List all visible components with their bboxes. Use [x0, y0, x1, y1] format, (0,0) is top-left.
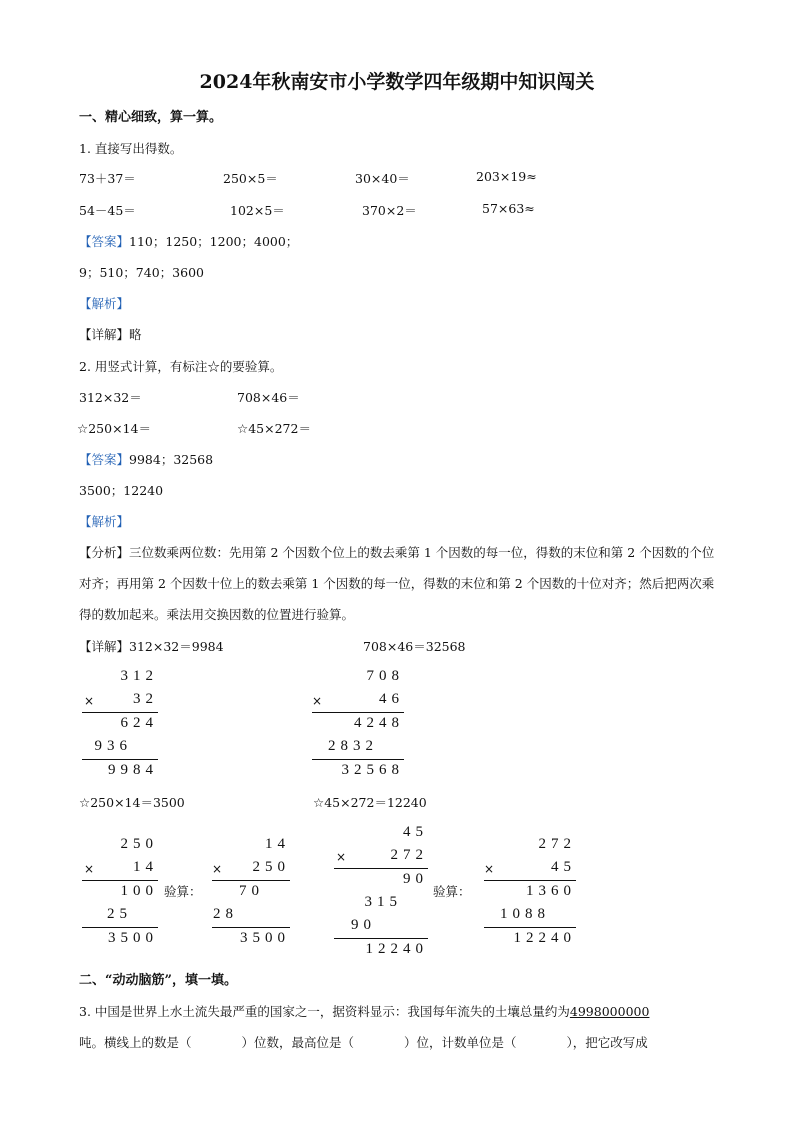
calc-result: 9984: [108, 762, 158, 778]
calc-multiplier: 250: [252, 859, 290, 875]
q1-answer-line2: 9；510；740；3600: [79, 265, 204, 280]
calc-partial: 90: [403, 871, 428, 887]
q1-expr: 250×5＝: [223, 171, 278, 186]
calc-rule: [484, 927, 576, 928]
answer-label: 【答案】: [79, 452, 130, 467]
calc-partial: 315: [364, 894, 402, 910]
vertical-calc-250x14: [80, 836, 158, 952]
calc-multiplier: 46: [379, 691, 404, 707]
calc-rule: [484, 880, 576, 881]
calc-partial: 90: [351, 917, 376, 933]
answer-label: 【答案】: [79, 234, 130, 249]
calc-multiplier: 14: [133, 859, 158, 875]
q2-detail-2: 708×46＝32568: [363, 639, 466, 654]
calc-partial: 4248: [354, 715, 404, 731]
calc-result: 12240: [513, 930, 576, 946]
q3-line1: [79, 1002, 649, 1020]
times-sign: ×: [336, 850, 347, 864]
q1-expr: 73＋37＝: [79, 171, 136, 186]
calc-partial: 100: [120, 883, 158, 899]
calc-partial: 70: [239, 883, 264, 899]
calc-multiplicand: 312: [120, 668, 158, 684]
times-sign: ×: [312, 694, 323, 708]
calc-partial: 936: [94, 738, 132, 754]
q2-analysis-label: 【解析】: [79, 514, 130, 529]
q1-expr: 370×2＝: [362, 203, 417, 218]
calc-multiplier: 272: [390, 847, 428, 863]
calc-multiplier: 32: [133, 691, 158, 707]
detail-text: 312×32＝9984: [129, 639, 224, 654]
calc-partial: 2832: [328, 738, 378, 754]
calc-result: 12240: [365, 941, 428, 957]
q3-number: 4998000000: [569, 1004, 650, 1019]
calc-rule: [212, 880, 290, 881]
calc-result: 32568: [341, 762, 404, 778]
calc-partial: 28: [213, 906, 238, 922]
check-label: 验算：: [433, 884, 471, 899]
calc-rule: [334, 868, 428, 869]
vertical-calc-14x250: [208, 836, 290, 952]
calc-rule: [212, 927, 290, 928]
times-sign: ×: [84, 862, 95, 876]
detail-text: 略: [129, 327, 142, 342]
q2-detail-1: [79, 637, 224, 655]
q2-explanation: 【分析】三位数乘两位数：先用第 2 个因数个位上的数去乘第 1 个因数的每一位，得数的末位和第 2 个因数的个位对齐；再用第 2 个因数十位上的数去乘第 1 个因数的每一位，得数的末位和第 2 个因数的十位对齐；然后把两次乘得的数加起来。乘法用交换因数的位置进行验算。: [79, 545, 715, 622]
q2-answer-line2: 3500；12240: [79, 483, 164, 498]
q1-prompt: 1. 直接写出得数。: [79, 141, 183, 156]
times-sign: ×: [484, 862, 495, 876]
calc-rule: [334, 938, 428, 939]
vertical-calc-708x46: [308, 668, 404, 784]
calc-rule: [312, 759, 404, 760]
q2-expr: 312×32＝: [79, 390, 142, 405]
calc-rule: [82, 927, 158, 928]
calc-multiplicand: 272: [538, 836, 576, 852]
q1-detail: [79, 325, 142, 343]
calc-multiplicand: 250: [120, 836, 158, 852]
vertical-calc-45x272: [330, 824, 428, 962]
answer-text: 110；1250；1200；4000；: [129, 234, 299, 249]
calc-multiplicand: 45: [403, 824, 428, 840]
calc-partial: 25: [107, 906, 132, 922]
detail-label: 【详解】: [79, 639, 130, 654]
detail-label: 【详解】: [79, 327, 130, 342]
q2-expr: ☆250×14＝: [77, 421, 151, 436]
times-sign: ×: [212, 862, 223, 876]
answer-text: 9984；32568: [129, 452, 214, 467]
q1-expr: 57×63≈: [482, 201, 535, 216]
q1-expr: 203×19≈: [476, 169, 537, 184]
calc-rule: [82, 880, 158, 881]
q1-expr: 102×5＝: [230, 203, 285, 218]
calc-partial: 1360: [526, 883, 576, 899]
calc-multiplicand: 708: [366, 668, 404, 684]
q2-expr: 708×46＝: [237, 390, 300, 405]
calc-rule: [312, 712, 404, 713]
q2-detail-4: ☆45×272＝12240: [313, 795, 427, 810]
calc-rule: [82, 712, 158, 713]
q3-text: 3. 中国是世界上水土流失最严重的国家之一，据资料显示：我国每年流失的土壤总量约为: [79, 1004, 570, 1019]
q1-analysis-label: 【解析】: [79, 296, 130, 311]
vertical-calc-272x45: [478, 836, 576, 952]
section-heading-2: 二、“动动脑筋”，填一填。: [79, 973, 237, 988]
page-title: 2024年秋南安市小学数学四年级期中知识闯关: [199, 71, 595, 93]
q1-expr: 30×40＝: [355, 171, 410, 186]
q1-answer: [79, 232, 298, 250]
q2-prompt: 2. 用竖式计算，有标注☆的要验算。: [79, 359, 283, 374]
calc-rule: [82, 759, 158, 760]
times-sign: ×: [84, 694, 95, 708]
q2-answer: [79, 450, 213, 468]
q2-detail-3: ☆250×14＝3500: [79, 795, 185, 810]
calc-partial: 624: [120, 715, 158, 731]
vertical-calc-312x32: [80, 668, 158, 784]
calc-result: 3500: [108, 930, 158, 946]
calc-multiplier: 45: [551, 859, 576, 875]
section-heading-1: 一、精心细致，算一算。: [79, 110, 223, 125]
q1-expr: 54－45＝: [79, 203, 136, 218]
q2-expr: ☆45×272＝: [237, 421, 311, 436]
calc-partial: 1088: [500, 906, 550, 922]
check-label: 验算：: [164, 884, 202, 899]
calc-result: 3500: [240, 930, 290, 946]
q3-line2: 吨。横线上的数是（ ）位数，最高位是（ ）位，计数单位是（ ），把它改写成: [79, 1035, 648, 1050]
calc-multiplicand: 14: [265, 836, 290, 852]
